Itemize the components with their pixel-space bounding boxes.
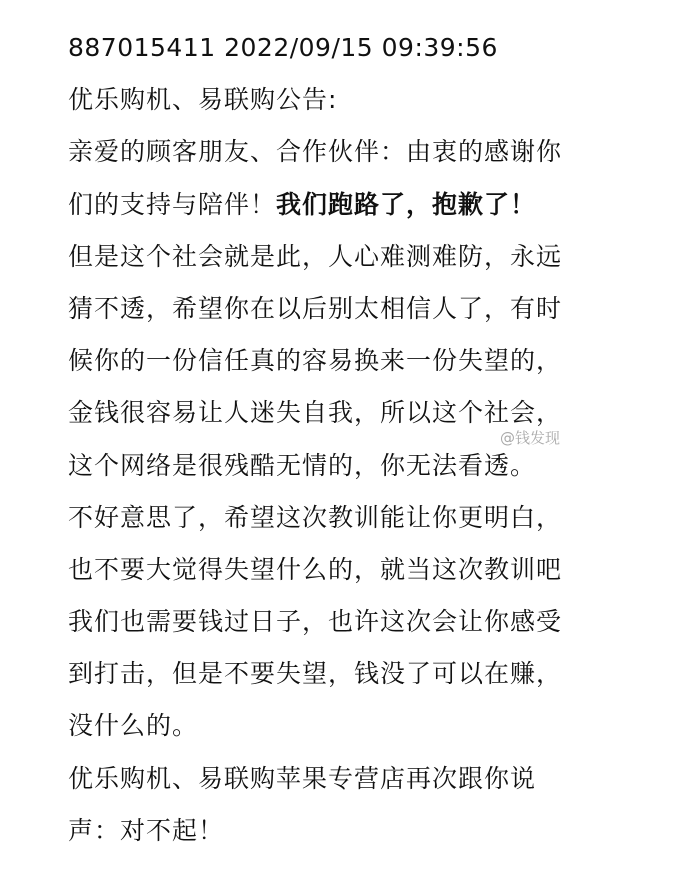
paragraph-3-line-3: 我们也需要钱过日子，也许这次会让你感受 xyxy=(68,607,563,637)
paragraph-1-line-1: 亲爱的顾客朋友、合作伙伴：由衷的感谢你 xyxy=(68,137,563,167)
header-id-timestamp: 887015411 2022/09/15 09:39:56 xyxy=(68,33,498,62)
paragraph-2-line-3: 候你的一份信任真的容易换来一份失望的， xyxy=(68,346,563,376)
paragraph-3-line-4: 到打击，但是不要失望，钱没了可以在赚， xyxy=(68,659,563,689)
weibo-watermark: @钱发现 xyxy=(500,429,561,447)
apology-bold-text: 我们跑路了，抱歉了！ xyxy=(276,189,537,219)
announcement-title: 优乐购机、易联购公告: xyxy=(68,85,338,115)
paragraph-2-line-4: 金钱很容易让人迷失自我，所以这个社会， xyxy=(68,398,563,428)
paragraph-4-line-2: 声：对不起！ xyxy=(68,815,225,845)
paragraph-3-line-2: 也不要大觉得失望什么的，就当这次教训吧 xyxy=(68,554,563,584)
paragraph-1-line-2 xyxy=(68,179,668,231)
announcement-document xyxy=(68,22,668,857)
paragraph-2-line-1: 但是这个社会就是此，人心难测难防，永远 xyxy=(68,241,563,271)
paragraph-4-line-1: 优乐购机、易联购苹果专营店再次跟你说 xyxy=(68,763,537,793)
paragraph-3-line-5: 没什么的。 xyxy=(68,711,199,741)
paragraph-3-line-1: 不好意思了，希望这次教训能让你更明白， xyxy=(68,502,563,532)
paragraph-2-line-5: 这个网络是很残酷无情的，你无法看透。 xyxy=(68,450,537,480)
thanks-text: 们的支持与陪伴！ xyxy=(68,189,277,219)
paragraph-2-line-2: 猜不透，希望你在以后别太相信人了，有时 xyxy=(68,293,563,323)
